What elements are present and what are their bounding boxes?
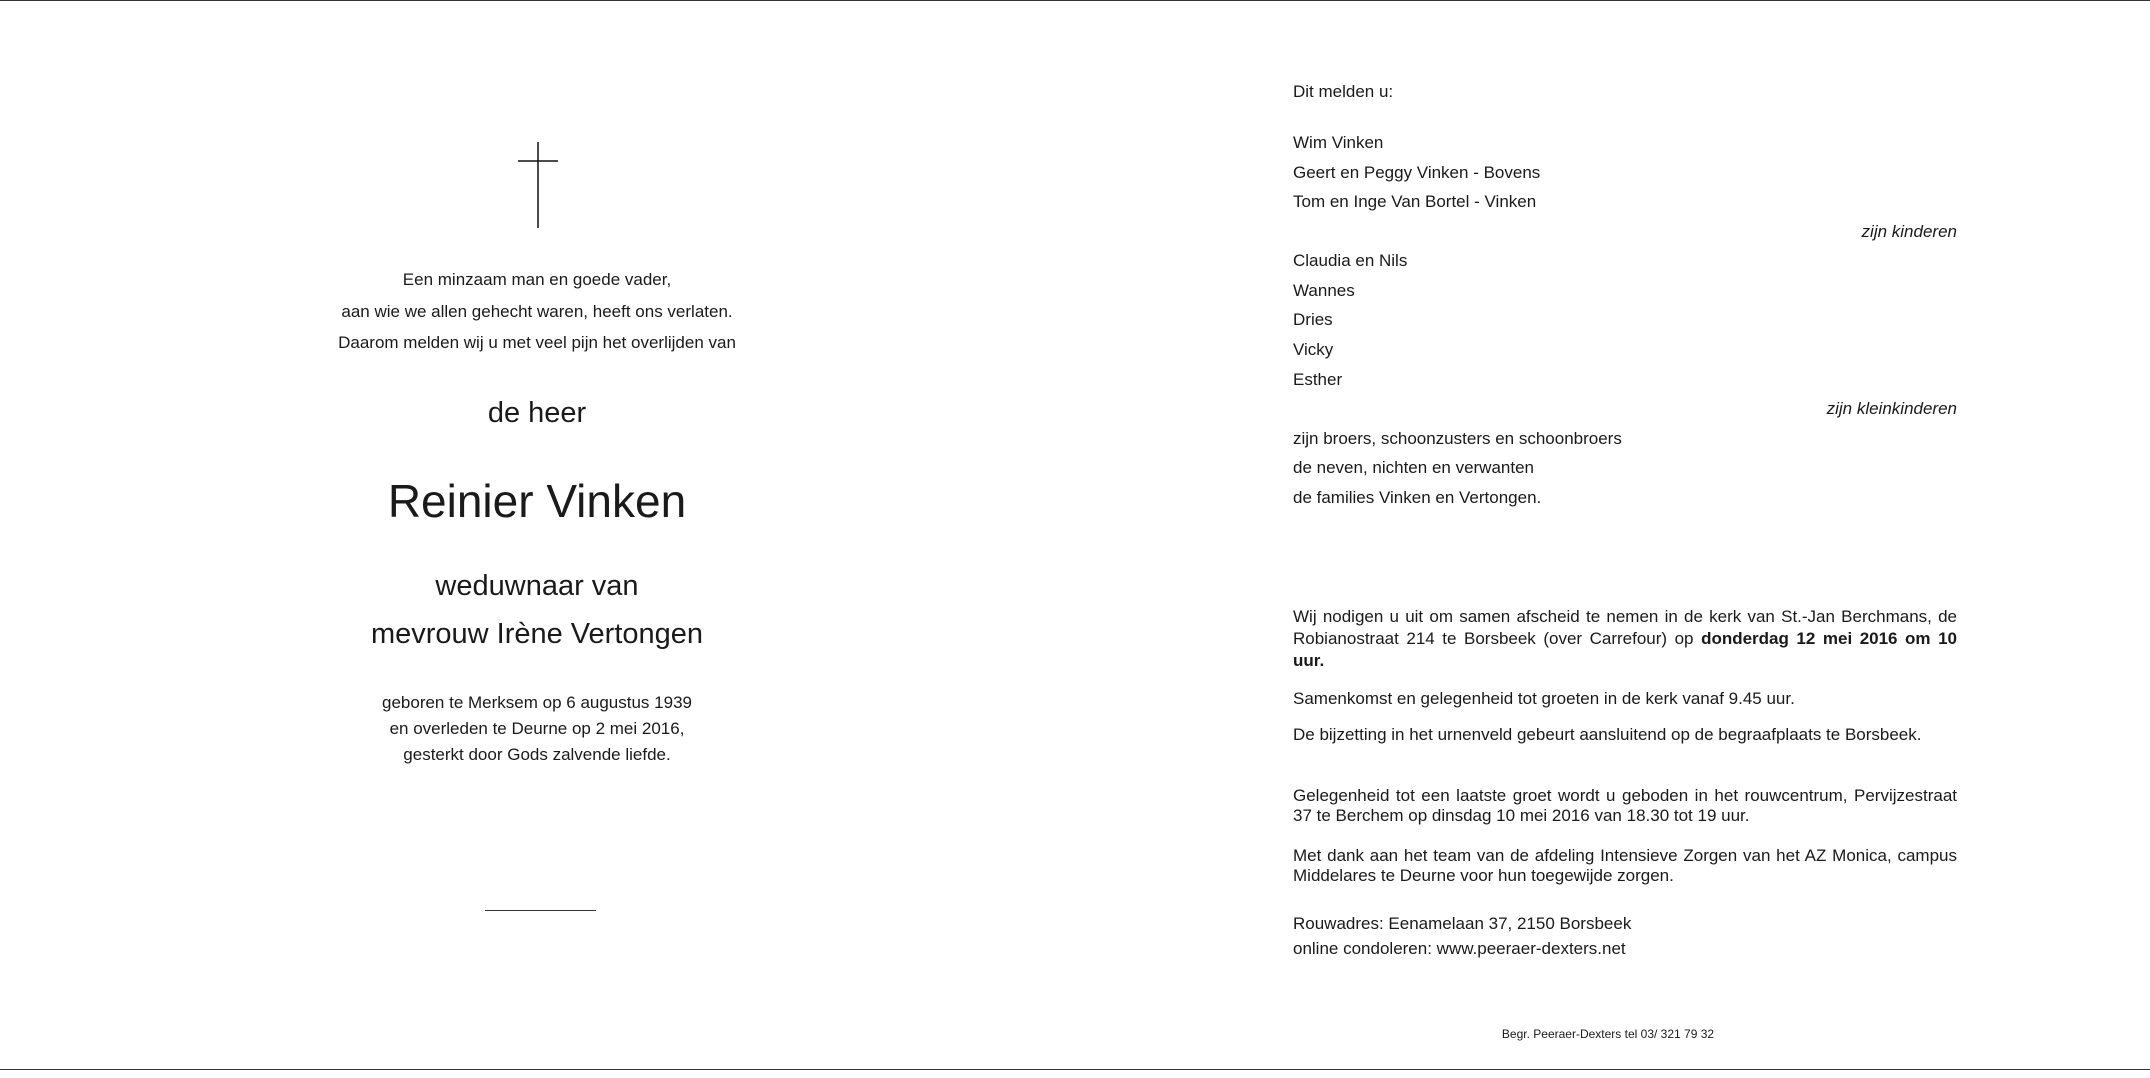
gathering-paragraph: Samenkomst en gelegenheid tot groeten in de kerk vanaf 9.45 uur. bbox=[1293, 689, 1795, 708]
ceremony-datetime: donderdag 12 mei 2016 om 10 uur. bbox=[1293, 629, 1957, 670]
relative: de families Vinken en Vertongen. bbox=[1293, 488, 1542, 507]
top-border bbox=[0, 0, 2150, 1]
burial-paragraph: De bijzetting in het urnenveld gebeurt aansluitend op de begraafplaats te Borsbeek. bbox=[1293, 725, 1922, 744]
widower-label: weduwnaar van bbox=[435, 570, 639, 602]
grandchildren-label: zijn kleinkinderen bbox=[1826, 399, 1957, 418]
viewing-paragraph: Gelegenheid tot een laatste groet wordt u geboden in het rouwcentrum, Pervijzestraat 37 te Berchem op dinsdag 10 mei 2016 van 18.30 tot 19 uur. bbox=[1293, 786, 1957, 825]
invitation-paragraph bbox=[1293, 606, 1957, 672]
intro-line: Daarom melden wij u met veel pijn het overlijden van bbox=[338, 333, 736, 352]
mourning-address: Rouwadres: Eenamelaan 37, 2150 Borsbeek bbox=[1293, 914, 1632, 933]
divider-line bbox=[485, 910, 596, 911]
spouse-name: mevrouw Irène Vertongen bbox=[370, 618, 704, 650]
intro-line: Een minzaam man en goede vader, bbox=[402, 270, 672, 289]
funeral-home-footer: Begr. Peeraer-Dexters tel 03/ 321 79 32 bbox=[1501, 1027, 1715, 1041]
relative: de neven, nichten en verwanten bbox=[1293, 458, 1535, 477]
cross-icon bbox=[515, 140, 561, 230]
invitation-text: Wij nodigen u uit om samen afscheid te nemen in de kerk van St.-Jan Berchmans, de Robianostraat 214 te Borsbeek (over Carrefour) op bbox=[1293, 607, 1957, 648]
detail-line: en overleden te Deurne op 2 mei 2016, bbox=[389, 719, 685, 738]
detail-line: geboren te Merksem op 6 augustus 1939 bbox=[382, 693, 692, 712]
online-condolences: online condoleren: www.peeraer-dexters.net bbox=[1293, 939, 1626, 958]
intro-line: aan wie we allen gehecht waren, heeft ons verlaten. bbox=[341, 302, 733, 321]
deceased-name: Reinier Vinken bbox=[387, 475, 687, 527]
grandchild: Vicky bbox=[1293, 340, 1334, 359]
relative: zijn broers, schoonzusters en schoonbroers bbox=[1293, 429, 1622, 448]
bottom-border bbox=[0, 1069, 2150, 1070]
child: Geert en Peggy Vinken - Bovens bbox=[1293, 163, 1541, 182]
child: Tom en Inge Van Bortel - Vinken bbox=[1293, 192, 1537, 211]
child: Wim Vinken bbox=[1293, 133, 1384, 152]
intro: Dit melden u: bbox=[1293, 82, 1394, 101]
grandchild: Esther bbox=[1293, 370, 1343, 389]
grandchild: Wannes bbox=[1293, 281, 1355, 300]
thanks-paragraph: Met dank aan het team van de afdeling Intensieve Zorgen van het AZ Monica, campus Middelares te Deurne voor hun toegewijde zorgen. bbox=[1293, 846, 1957, 885]
title: de heer bbox=[487, 397, 587, 429]
grandchild: Claudia en Nils bbox=[1293, 251, 1408, 270]
detail-line: gesterkt door Gods zalvende liefde. bbox=[403, 745, 671, 764]
children-label: zijn kinderen bbox=[1861, 222, 1957, 241]
grandchild: Dries bbox=[1293, 310, 1333, 329]
